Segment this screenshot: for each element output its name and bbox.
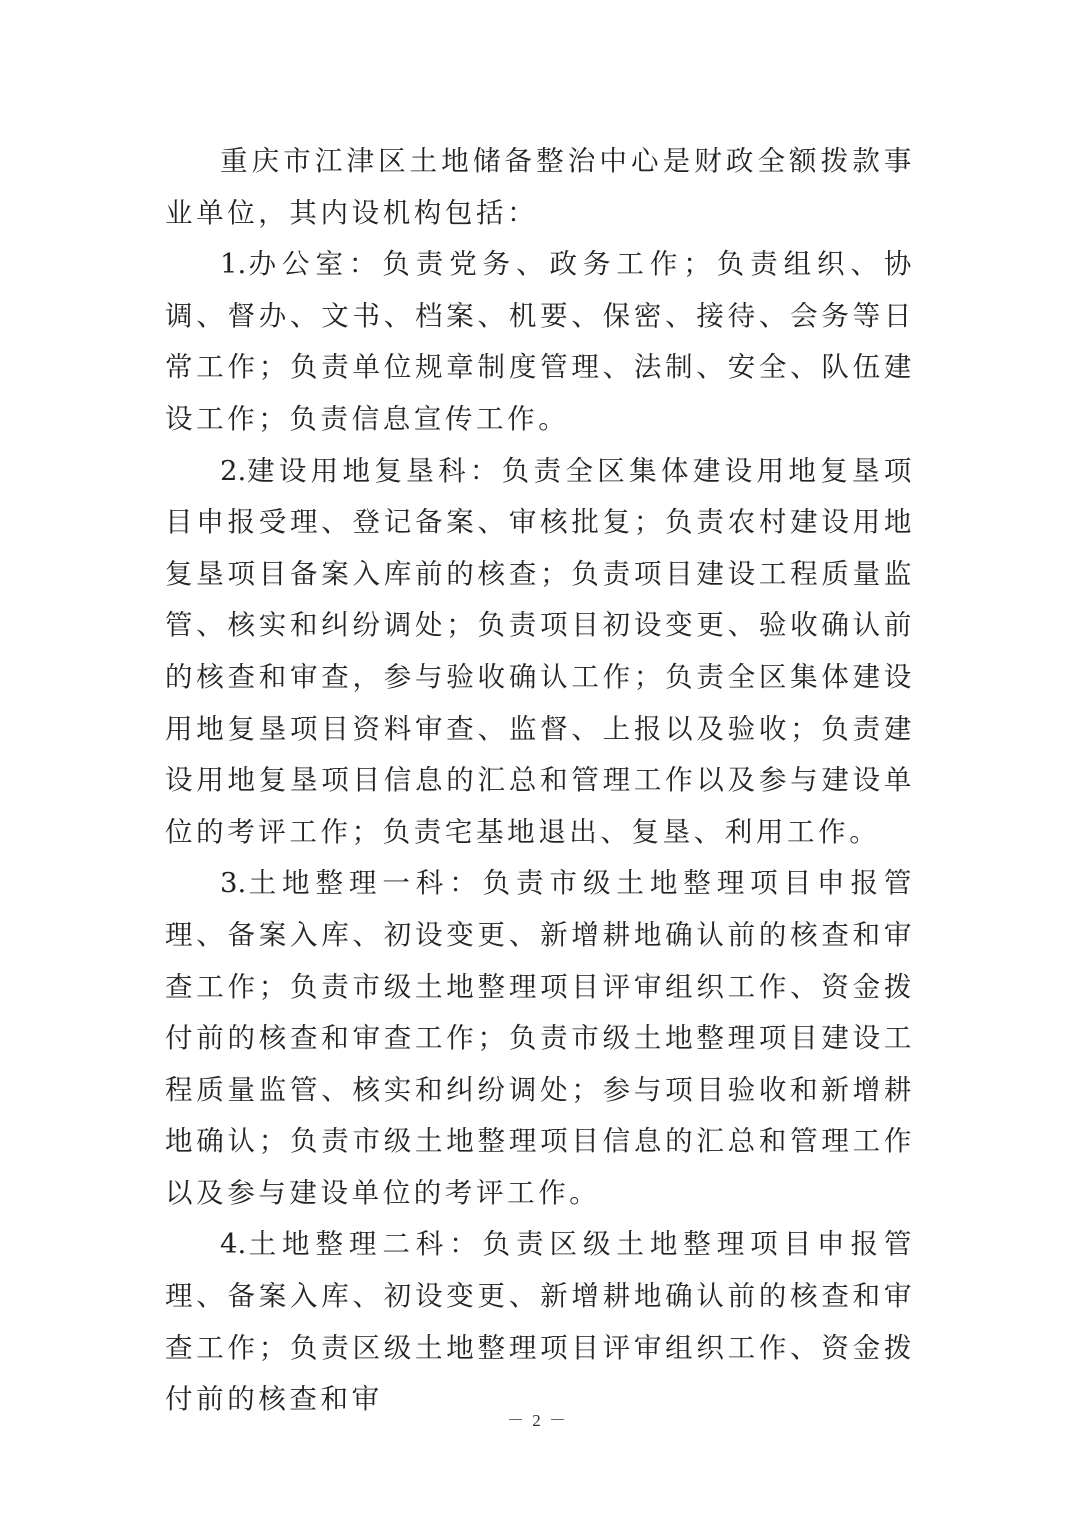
section-office-paragraph (165, 239, 915, 445)
section-land-consolidation-2-paragraph (165, 1219, 915, 1425)
section-land-consolidation-1-paragraph (165, 858, 915, 1219)
document-body (165, 136, 915, 1426)
intro-paragraph (165, 136, 915, 239)
intro-text: 重庆市江津区土地储备整治中心是财政全额拨款事业单位，其内设机构包括： (165, 145, 915, 229)
section-number: 2. (220, 454, 247, 487)
section-text: 土地整理一科：负责市级土地整理项目申报管理、备案入库、初设变更、新增耕地确认前的核查和审查工作；负责市级土地整理项目评审组织工作、资金拨付前的核查和审查工作；负责市级土地整理项目建设工程质量监管、核实和纠纷调处；参与项目验收和新增耕地确认；负责市级土地整理项目信息的汇总和管理工作以及参与建设单位的考评工作。 (165, 867, 915, 1209)
section-number: 4. (220, 1228, 247, 1261)
section-text: 建设用地复垦科：负责全区集体建设用地复垦项目申报受理、登记备案、审核批复；负责农村建设用地复垦项目备案入库前的核查；负责项目建设工程质量监管、核实和纠纷调处；负责项目初设变更、验收确认前的核查和审查，参与验收确认工作；负责全区集体建设用地复垦项目资料审查、监督、上报以及验收；负责建设用地复垦项目信息的汇总和管理工作以及参与建设单位的考评工作；负责宅基地退出、复垦、利用工作。 (165, 454, 915, 848)
page-number: － 2 － (507, 1411, 568, 1430)
section-reclamation-paragraph (165, 446, 915, 859)
section-text: 办公室：负责党务、政务工作；负责组织、协调、督办、文书、档案、机要、保密、接待、会务等日常工作；负责单位规章制度管理、法制、安全、队伍建设工作；负责信息宣传工作。 (165, 248, 915, 435)
section-number: 3. (220, 867, 247, 900)
section-number: 1. (220, 248, 247, 281)
section-text: 土地整理二科：负责区级土地整理项目申报管理、备案入库、初设变更、新增耕地确认前的核查和审查工作；负责区级土地整理项目评审组织工作、资金拨付前的核查和审 (165, 1228, 915, 1416)
